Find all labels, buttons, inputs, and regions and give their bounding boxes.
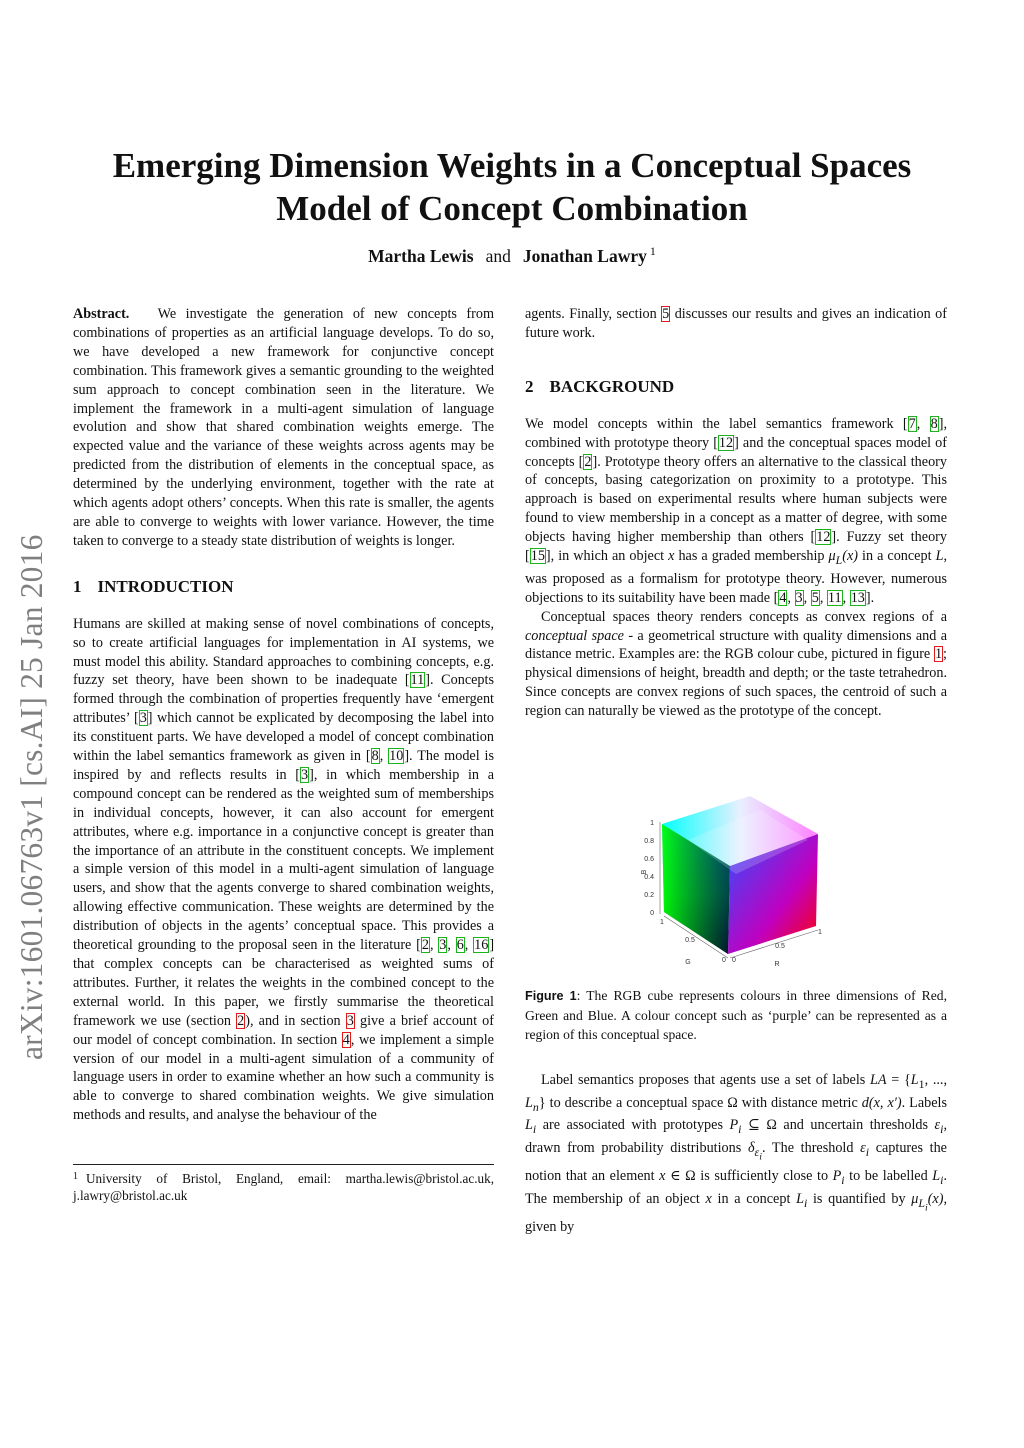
citation-link[interactable]: 10 [389, 748, 404, 765]
citation-link[interactable]: 2 [421, 937, 429, 954]
label-semantics-section [525, 1071, 947, 1237]
axis-label-g: G [685, 959, 691, 966]
footnote-rule [73, 1164, 494, 1165]
citation-link[interactable]: 3 [301, 766, 309, 783]
tick-label-r: 0 [732, 957, 736, 964]
right-column [525, 305, 947, 721]
axis-label-r: R [774, 961, 780, 968]
tick-label-b: 0.4 [644, 874, 654, 881]
citation-link[interactable]: 11 [827, 589, 842, 606]
citation-link[interactable]: 6 [456, 937, 464, 954]
citation-link[interactable]: 15 [530, 548, 545, 565]
citation-link[interactable]: 12 [718, 434, 734, 451]
tick-label-r: 1 [818, 929, 822, 936]
tick-label-b: 0.6 [644, 856, 654, 863]
paper-title [80, 144, 944, 230]
tick-label-g: 0 [722, 957, 726, 964]
citation-link[interactable]: 3 [439, 937, 447, 954]
author-1: Martha Lewis [368, 246, 474, 266]
footnote: $^1$ University of Bristol, England, email: martha.lewis@bristol.ac.uk, j.lawry@bristol.ac.uk [73, 1171, 494, 1203]
citation-link[interactable]: 16 [474, 937, 489, 954]
conceptual-spaces-paragraph: Conceptual spaces theory renders concepts as convex regions of a conceptual space - a geometrical structure with quality dimensions and a distance metric. Examples are: the RGB colour cube, pictured in figure 1; physical dimensions of height, breadth and depth; or the taste tetrahedron. Since concepts are convex regions of such spaces, the centroid of such a region can naturally be viewed as the prototype of the concept. [525, 608, 948, 720]
tick-label-b: 0.8 [644, 838, 654, 845]
abstract-label: Abstract. [73, 306, 130, 322]
section-link[interactable]: 5 [662, 306, 670, 322]
section-link[interactable]: 4 [342, 1031, 350, 1048]
section-heading-introduction: 1 INTRODUCTION [73, 576, 234, 596]
arxiv-watermark: arXiv:1601.06763v1 [cs.AI] 25 Jan 2016 [14, 534, 49, 1060]
author-2: Jonathan Lawry [522, 246, 647, 266]
citation-link[interactable]: 5 [811, 589, 819, 606]
abstract: Abstract. We investigate the generation of new concepts from combinations of properties as an artificial language develops. To do so, we have developed a new framework for conjunctive concept combination. This framework gives a semantic grounding to the weighted sum approach to concept combination seen in the literature. We implement the framework in a multi-agent simulation of language evolution and show that shared combination weights emerge. The expected value and the variance of these weights across agents may be predicted from the distribution of elements in the conceptual space, as determined by the underlying environment, together with the rate at which agents adopt others’ concepts. When this rate is smaller, the agents are able to converge to weights with lower variance. However, the time taken to converge to a steady state distribution of weights is longer. [73, 306, 494, 549]
figure-1-caption: Figure 1: The RGB cube represents colours in three dimensions of Red, Green and Blue. A colour concept such as ‘purple’ can be represented as a region of this conceptual space. [525, 988, 947, 1042]
rgb-cube-figure [640, 796, 840, 972]
author-footnote-mark: 1 [649, 244, 656, 258]
background-paragraph: We model concepts within the label semantics framework [7, 8], combined with prototype theory [12] and the conceptual spaces model of concepts [2]. Prototype theory offers an alternative to the classical theory of concepts, basing categorization on proximity to a prototype. This approach is based on experimental results where human subjects were found to view membership in a concept as a matter of degree, with some objects having higher membership than others [12]. Fuzzy set theory [15], in which an object x has a graded membership $\mu_L(x)$ in a concept L, was proposed as a formalism for prototype theory. However, numerous objections to its suitability have been made [4, 3, 5, 11, 13]. [525, 415, 948, 606]
tick-label-g: 0.5 [685, 937, 695, 944]
citation-link[interactable]: 7 [908, 415, 916, 432]
citation-link[interactable]: 11 [410, 672, 425, 689]
citation-link[interactable]: 8 [930, 415, 938, 432]
title-line-2: Model of Concept Combination [276, 189, 748, 228]
tick-label-b: 1 [650, 820, 654, 827]
tick-label-b: 0 [650, 910, 654, 917]
citation-link[interactable]: 8 [371, 748, 379, 765]
citation-link[interactable]: 13 [850, 589, 865, 606]
section-link[interactable]: 3 [346, 1012, 354, 1029]
tick-label-g: 1 [660, 919, 664, 926]
author-and: and [485, 246, 511, 266]
tick-label-b: 0.2 [644, 892, 654, 899]
citation-link[interactable]: 4 [779, 589, 787, 606]
citation-link[interactable]: 12 [816, 529, 831, 546]
caption-label: Figure 1 [525, 989, 577, 1003]
citation-link[interactable]: 3 [139, 710, 147, 727]
left-column [73, 305, 494, 1125]
authors [80, 244, 944, 267]
section-heading-background: 2 BACKGROUND [525, 376, 675, 396]
citation-link[interactable]: 2 [584, 453, 592, 470]
introduction-paragraph: Humans are skilled at making sense of novel combinations of concepts, so to create artificial languages for implementation in AI systems, we must model this ability. Standard approaches to combining concepts, e.g. fuzzy set theory, have been shown to be inadequate [11]. Concepts formed through the combination of properties frequently have ‘emergent attributes’ [3] which cannot be explicated by decomposing the label into its constituent parts. We have developed a model of concept combination within the label semantics framework as given in [8, 10]. The model is inspired by and reflects results in [3], in which membership in a compound concept can be rendered as the weighted sum of memberships in individual concepts, however, it can also account for emergent attributes, where e.g. importance in a conjunctive concept is greater than the importance of an attribute in the constituent concepts. We implement a simple version of this model in a multi-agent simulation of language users, and show that the agents converge to shared combination weights, allowing effective communication. These weights are determined by the distribution of objects in the agents’ conceptual space. This provides a theoretical grounding to the proposal seen in the literature [2, 3, 6, 16] that complex concepts can be characterised as weighted sums of attributes. Further, it relates the weights in the combined concept to the external world. In this paper, we firstly summarise the theoretical framework we use (section 2), and in section 3 give a brief account of our model of concept combination. In section 4, we implement a simple version of our model in a multi-agent simulation of a community of language users in order to examine whether an how such a community is able to converge to shared combination weights. We give simulation methods and results, and analyse the behaviour of the [73, 615, 495, 1124]
section-link[interactable]: 2 [237, 1012, 245, 1029]
label-semantics-paragraph: Label semantics proposes that agents use a set of labels LA = {$L_1$, ..., $L_n$} to describe a conceptual space Ω with distance metric d(x, x′). Labels $L_i$ are associated with prototypes $P_i$ ⊆ Ω and uncertain thresholds $\varepsilon_i$, drawn from probability distributions $\delta_{\varepsilon_i}$. The threshold $\varepsilon_i$ captures the notion that an element x ∈ Ω is sufficiently close to $P_i$ to be labelled $L_i$. The membership of an object x in a concept $L_i$ is quantified by $\mu_{L_i}(x)$, given by [525, 1072, 948, 1236]
axis-label-b: B [641, 869, 648, 875]
title-line-1: Emerging Dimension Weights in a Conceptual Spaces [112, 146, 912, 185]
tick-label-r: 0.5 [775, 943, 785, 950]
citation-link[interactable]: 3 [795, 589, 803, 606]
figure-link[interactable]: 1 [934, 646, 943, 663]
intro-continuation: agents. Finally, section 5 discusses our results and gives an indication of future work. [525, 306, 947, 341]
